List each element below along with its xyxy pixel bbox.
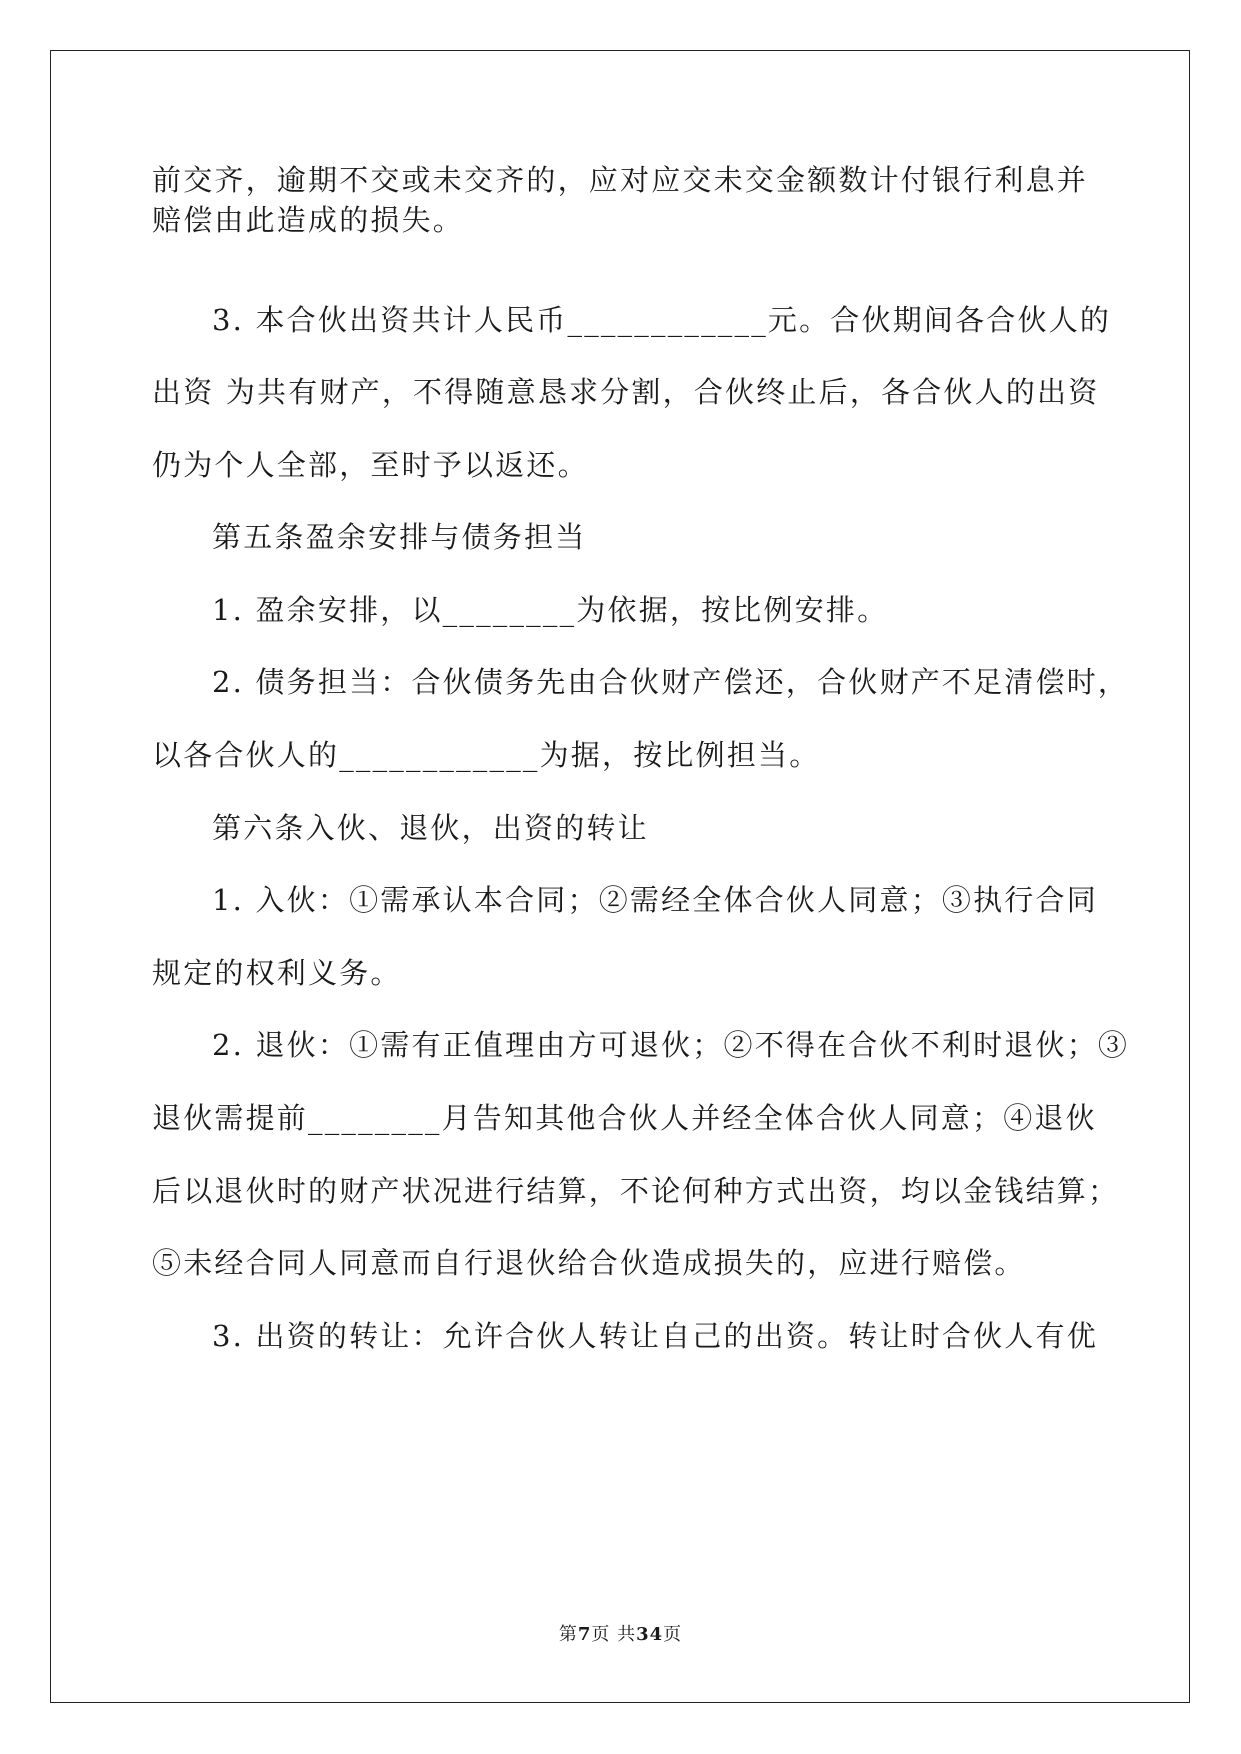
footer-suffix: 页 (663, 1624, 683, 1645)
paragraph-line: 2. 债务担当：合伙债务先由合伙财产偿还，合伙财产不足清偿时， (212, 665, 1130, 699)
section-heading: 第六条入伙、退伙，出资的转让 (212, 811, 649, 845)
footer-prefix: 第 (558, 1624, 578, 1645)
paragraph-line: 仍为个人全部，至时予以返还。 (152, 448, 589, 482)
paragraph-line: 以各合伙人的____________为据，按比例担当。 (152, 738, 821, 772)
paragraph-line: 1. 入伙：①需承认本合同；②需经全体合伙人同意；③执行合同 (212, 883, 1098, 917)
paragraph-line: 2. 退伙：①需有正值理由方可退伙；②不得在合伙不利时退伙；③ (212, 1028, 1130, 1062)
paragraph-line: 出资 为共有财产，不得随意恳求分割，合伙终止后，各合伙人的出资 (152, 375, 1100, 409)
paragraph-line: 3. 出资的转让：允许合伙人转让自己的出资。转让时合伙人有优 (212, 1319, 1098, 1353)
page-footer (0, 1620, 1241, 1646)
paragraph-line: 3. 本合伙出资共计人民币____________元。合伙期间各合伙人的 (212, 303, 1112, 337)
paragraph-line: 规定的权利义务。 (152, 956, 402, 990)
paragraph-line: 赔偿由此造成的损失。 (152, 203, 465, 237)
total-pages: 34 (636, 1624, 664, 1645)
page-border (50, 50, 1190, 1703)
page-number: 7 (577, 1624, 592, 1645)
paragraph-line: 前交齐，逾期不交或未交齐的，应对应交未交金额数计付银行利息并 (152, 163, 1089, 197)
footer-mid: 页 共 (591, 1624, 637, 1645)
paragraph-line: 后以退伙时的财产状况进行结算，不论何种方式出资，均以金钱结算； (152, 1174, 1120, 1208)
paragraph-line: ⑤未经合同人同意而自行退伙给合伙造成损失的，应进行赔偿。 (152, 1246, 1026, 1280)
paragraph-line: 1. 盈余安排，以________为依据，按比例安排。 (212, 593, 889, 627)
paragraph-line: 退伙需提前________月告知其他合伙人并经全体合伙人同意；④退伙 (152, 1101, 1097, 1135)
section-heading: 第五条盈余安排与债务担当 (212, 520, 587, 554)
